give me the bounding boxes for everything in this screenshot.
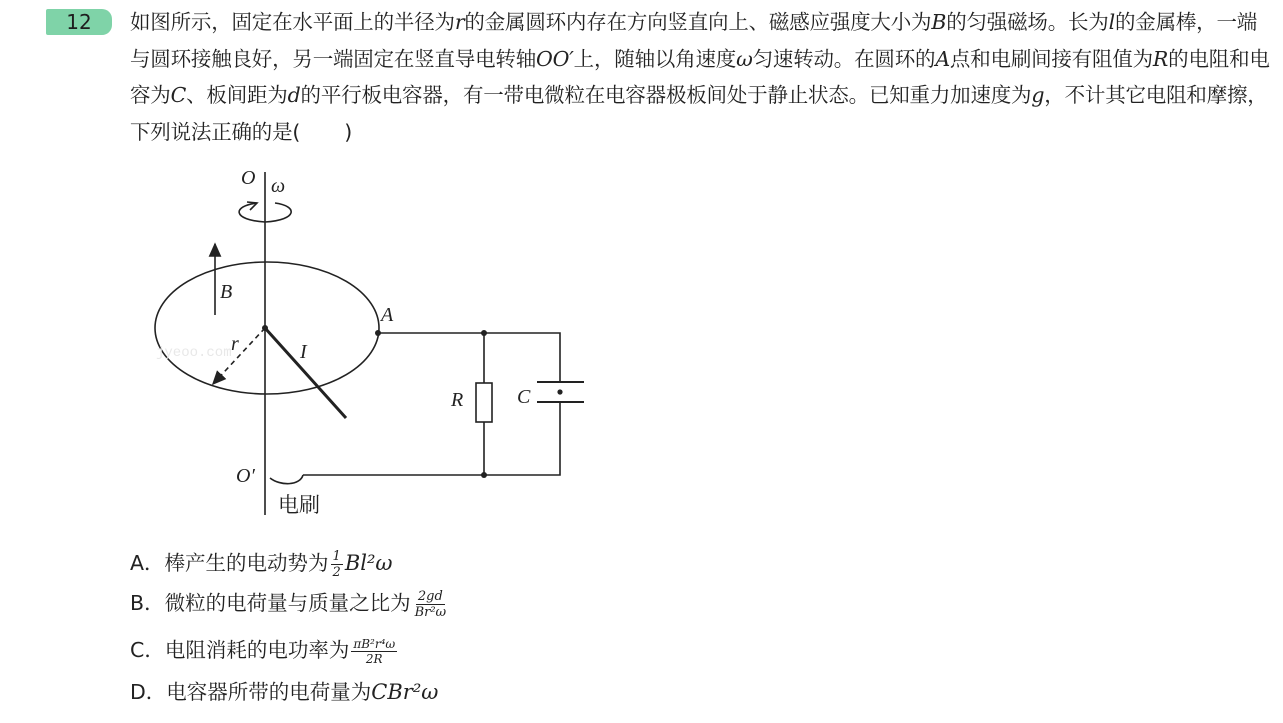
option-letter: D． <box>130 680 167 704</box>
option-fraction: $\frac{1}{2}$ <box>332 548 341 580</box>
stem-text: 上，随轴以角速度 <box>573 46 737 71</box>
option-fraction: $\frac{\text{πB²r⁴ω}}{2R}$ <box>353 636 396 666</box>
math-symbol: d <box>287 83 301 107</box>
option-d[interactable] <box>130 677 438 707</box>
option-a[interactable] <box>130 548 393 580</box>
stem-text: ) <box>344 119 353 144</box>
math-symbol: ω <box>736 46 753 71</box>
math-symbol: B <box>931 10 947 34</box>
pivot-dot <box>262 325 268 331</box>
math-symbol: A <box>935 46 950 71</box>
particle <box>557 389 562 394</box>
stem-text: 的平行板电容器，有一带电微粒在电容器极板间处于静止状态。已知重力加速度为 <box>300 83 1032 107</box>
stem-text: ，不计其它电阻和摩擦，下列说法正确的是( <box>130 83 1268 144</box>
option-letter: A． <box>130 551 165 575</box>
math-symbol: C <box>170 83 187 107</box>
brush-contact <box>270 475 303 484</box>
stem-text: 如图所示，固定在水平面上的半径为 <box>130 10 455 34</box>
watermark-text: jyeoo.com <box>156 345 232 361</box>
wire-top <box>378 333 560 382</box>
point-a-dot <box>375 330 381 336</box>
option-expression: CBr²ω <box>371 680 439 704</box>
option-fraction: $\frac{2gd}{\text{Br²ω}}$ <box>414 588 447 620</box>
option-b[interactable] <box>130 588 450 620</box>
stem-text: 点和电刷间接有阻值为 <box>949 46 1153 71</box>
option-text: 电阻消耗的电功率为 <box>164 638 350 662</box>
option-text: 电容器所带的电荷量为 <box>166 680 372 704</box>
math-symbol: r <box>454 10 465 34</box>
field-label: B <box>220 281 233 303</box>
option-letter: C． <box>130 638 165 662</box>
circuit-diagram <box>140 160 600 520</box>
resistor <box>476 383 492 422</box>
radius-label: r <box>231 333 239 355</box>
question-number: 12 <box>46 9 112 35</box>
question-stem <box>130 4 1270 150</box>
axis-top-label: O <box>241 167 256 189</box>
option-expression: Bl²ω <box>344 551 393 575</box>
resistor-label: R <box>451 389 464 411</box>
option-c[interactable] <box>130 635 399 666</box>
stem-text: 的电阻和电容为 <box>130 46 1270 107</box>
option-letter: B． <box>130 591 165 615</box>
stem-text: 的金属棒，一端与圆环接触良好，另一端固定在竖直导电转轴 <box>130 10 1258 71</box>
stem-text: 的匀强磁场。长为 <box>946 10 1109 34</box>
option-text: 微粒的电荷量与质量之比为 <box>164 591 411 615</box>
math-symbol: l <box>1108 10 1115 34</box>
omega-label: ω <box>271 175 286 197</box>
axis-bottom-label: O′ <box>236 465 255 487</box>
brush-label: 电刷 <box>278 493 320 517</box>
rod-label: I <box>300 341 307 363</box>
stem-text: 匀速转动。在圆环的 <box>752 46 936 71</box>
capacitor-label: C <box>517 386 531 408</box>
math-symbol: R <box>1152 46 1169 71</box>
math-symbol: OO′ <box>536 46 574 71</box>
math-symbol: g <box>1031 83 1045 107</box>
stem-text: 、板间距为 <box>186 83 288 107</box>
stem-text: 的金属圆环内存在方向竖直向上、磁感应强度大小为 <box>464 10 932 34</box>
option-text: 棒产生的电动势为 <box>164 551 329 575</box>
point-a-label: A <box>381 304 394 326</box>
